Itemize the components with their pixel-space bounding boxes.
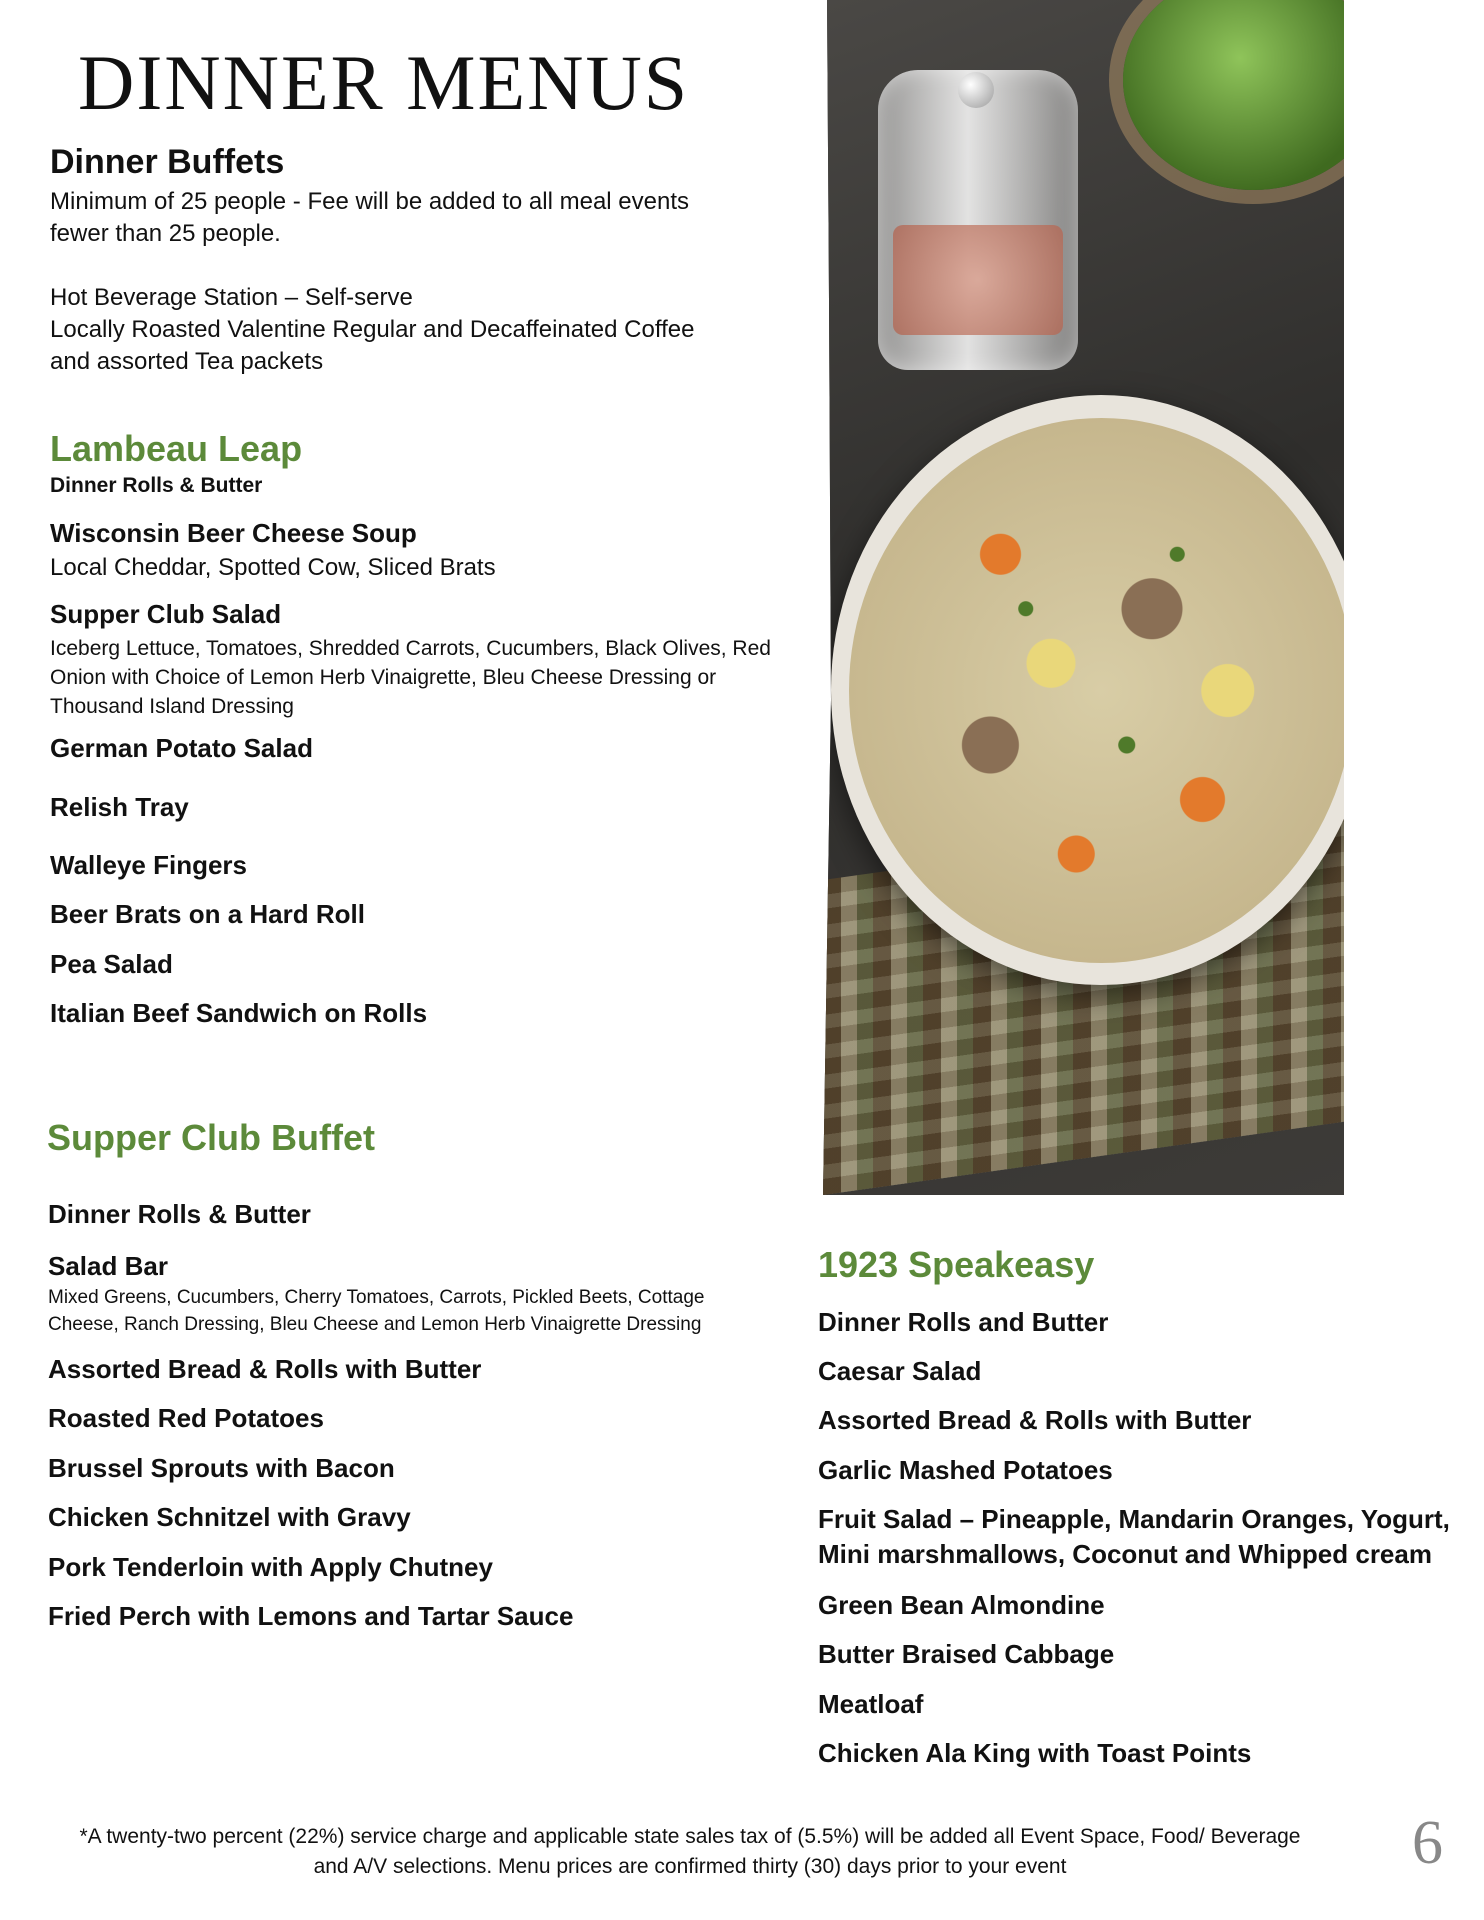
beverage-station-line-2: Locally Roasted Valentine Regular and Decaffeinated Coffee [50, 316, 695, 343]
minimum-note-line-1: Minimum of 25 people - Fee will be added to all meal events [50, 188, 689, 215]
lambeau-salad-desc-1: Iceberg Lettuce, Tomatoes, Shredded Carrots, Cucumbers, Black Olives, Red [50, 637, 771, 660]
supper-club-item: Chicken Schnitzel with Gravy [48, 1502, 411, 1532]
dinner-buffets-heading: Dinner Buffets [50, 143, 285, 181]
lambeau-item: Walleye Fingers [50, 850, 247, 880]
lambeau-salad: Supper Club Salad [50, 599, 282, 629]
supper-club-item: Assorted Bread & Rolls with Butter [48, 1354, 482, 1384]
lambeau-salad-desc-2: Onion with Choice of Lemon Herb Vinaigrette, Bleu Cheese Dressing or [50, 666, 717, 689]
stew-contents [849, 418, 1344, 963]
supper-club-salad-desc-1: Mixed Greens, Cucumbers, Cherry Tomatoes, Carrots, Pickled Beets, Cottage [48, 1287, 705, 1308]
supper-club-title: Supper Club Buffet [47, 1117, 375, 1158]
lambeau-soup: Wisconsin Beer Cheese Soup [50, 518, 417, 548]
lambeau-leap-title: Lambeau Leap [50, 428, 303, 469]
supper-club-salad-desc-2: Cheese, Ranch Dressing, Bleu Cheese and Lemon Herb Vinaigrette Dressing [48, 1314, 702, 1335]
supper-club-item: Fried Perch with Lemons and Tartar Sauce [48, 1601, 574, 1631]
supper-club-item: Pork Tenderloin with Apply Chutney [48, 1552, 493, 1582]
supper-club-rolls: Dinner Rolls & Butter [48, 1199, 311, 1229]
speakeasy-item: Caesar Salad [818, 1356, 982, 1386]
lambeau-soup-desc: Local Cheddar, Spotted Cow, Sliced Brats [50, 554, 496, 581]
lambeau-salad-desc-3: Thousand Island Dressing [50, 695, 294, 718]
service-charge-note [40, 1822, 1340, 1882]
minimum-note-line-2: fewer than 25 people. [50, 220, 281, 247]
beverage-station-line-1: Hot Beverage Station – Self-serve [50, 284, 413, 311]
speakeasy-item: Assorted Bread & Rolls with Butter [818, 1405, 1252, 1435]
speakeasy-item: Garlic Mashed Potatoes [818, 1455, 1113, 1485]
lambeau-item: Beer Brats on a Hard Roll [50, 899, 365, 929]
speakeasy-item: Green Bean Almondine [818, 1590, 1105, 1620]
speakeasy-item: Chicken Ala King with Toast Points [818, 1738, 1252, 1768]
speakeasy-fruit-salad-line-2: Mini marshmallows, Coconut and Whipped cream [818, 1539, 1432, 1569]
lambeau-item: Relish Tray [50, 792, 189, 822]
speakeasy-fruit-salad-line-1: Fruit Salad – Pineapple, Mandarin Oranges, Yogurt, [818, 1504, 1450, 1534]
beverage-station-line-3: and assorted Tea packets [50, 348, 324, 375]
page-title: DINNER MENUS [78, 39, 690, 126]
supper-club-item: Brussel Sprouts with Bacon [48, 1453, 395, 1483]
speakeasy-item: Dinner Rolls and Butter [818, 1307, 1109, 1337]
lambeau-rolls: Dinner Rolls & Butter [50, 474, 263, 497]
supper-club-item: Roasted Red Potatoes [48, 1403, 324, 1433]
speakeasy-item: Butter Braised Cabbage [818, 1639, 1115, 1669]
lambeau-item: German Potato Salad [50, 733, 313, 763]
service-charge-line-2: and A/V selections. Menu prices are confirmed thirty (30) days prior to your event [313, 1855, 1067, 1878]
stew-photo [823, 0, 1344, 1195]
speakeasy-item: Meatloaf [818, 1689, 924, 1719]
page-number: 6 [1412, 1809, 1443, 1877]
lambeau-item: Pea Salad [50, 949, 173, 979]
speakeasy-title: 1923 Speakeasy [818, 1244, 1095, 1285]
lambeau-item: Italian Beef Sandwich on Rolls [50, 998, 428, 1028]
service-charge-line-1: *A twenty-two percent (22%) service charge and applicable state sales tax of (5.5%) will be added all Event Space, Food/ Beverage [79, 1825, 1301, 1848]
supper-club-salad-bar: Salad Bar [48, 1251, 168, 1281]
